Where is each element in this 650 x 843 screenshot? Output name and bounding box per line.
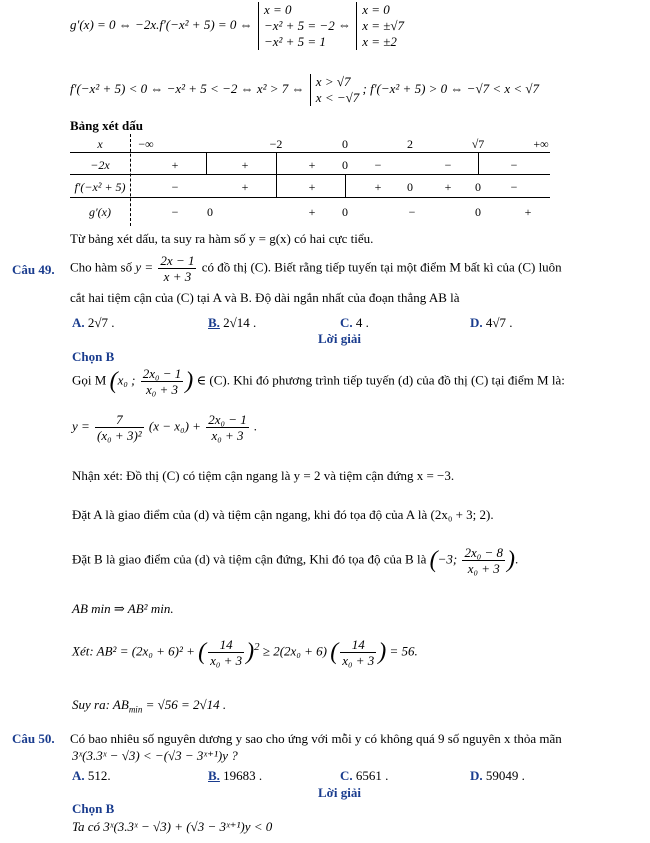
q50-solution-label: Lời giải — [318, 785, 361, 800]
f-prime-right: ; f′(−x² + 5) > 0 ⇔ −√7 < x < √7 — [362, 80, 540, 96]
row3-sign-4: + — [524, 205, 532, 219]
case1-row3: −x² + 5 = 1 — [263, 34, 326, 49]
q50-option-a[interactable] — [72, 768, 111, 784]
q49-option-a-value: 2√7 . — [87, 315, 115, 330]
q49-function-fraction — [158, 253, 196, 284]
q50-stem-line2: 3ˣ(3.3ˣ − √3) < −(√3 − 3ˣ⁺¹)y ? — [72, 748, 238, 763]
row3-sign-3: − — [408, 205, 416, 219]
header-x: x — [97, 137, 103, 151]
row2-sign-1: − — [171, 180, 179, 194]
row2-sign-3: + — [308, 180, 316, 194]
row1-zero: 0 — [342, 158, 348, 172]
header-neg-inf: −∞ — [138, 137, 154, 151]
q49-sol2-num1: 7 — [95, 412, 144, 428]
row2-sign-5: + — [444, 180, 452, 194]
table-vline-label — [130, 134, 131, 226]
q50-sol-line1: Ta có 3ˣ(3.3ˣ − √3) + (√3 − 3ˣ⁺¹)y < 0 — [72, 819, 273, 834]
header-sqrt7: √7 — [471, 137, 485, 151]
q49-option-c[interactable] — [340, 315, 369, 331]
row1-sign-5: − — [444, 158, 452, 172]
row3-zero-2: 0 — [342, 205, 348, 219]
q50-answer: Chọn B — [72, 801, 115, 816]
q49-sol1-den: x₀ + 3 — [145, 382, 178, 397]
q50-option-b-letter: B. — [208, 768, 220, 783]
case1-row2: −x² + 5 = −2 — [263, 18, 335, 33]
header-pos-inf: +∞ — [533, 137, 549, 151]
q49-sol1-pt: x₀ ; — [117, 372, 136, 388]
q49-sol-line6: AB min ⇒ AB² min. — [72, 601, 174, 616]
table-vline-b — [276, 152, 277, 197]
header-0: 0 — [342, 137, 348, 151]
table-title: Bảng xét dấu — [70, 118, 143, 133]
row1-sign-1: + — [171, 158, 179, 172]
q49-sol7-b: ≥ 2(2x₀ + 6) — [262, 643, 327, 659]
q49-sol5-num: 2x₀ − 8 — [464, 545, 504, 560]
q49-sol5-pt: −3; — [437, 551, 458, 567]
q49-sol7-den2: x₀ + 3 — [342, 653, 375, 668]
case2-row1: x = 0 — [362, 2, 390, 17]
table-conclusion: Từ bảng xét dấu, ta suy ra hàm số y = g(x) có hai cực tiểu. — [70, 231, 374, 246]
q49-sol-line2 — [72, 412, 257, 443]
row2-sign-4: + — [374, 180, 382, 194]
q49-option-b-letter: B. — [208, 315, 220, 330]
q49-option-a-letter: A. — [72, 315, 85, 330]
q49-sol1-b: ∈ (C). Khi đó phương trình tiếp tuyến (d) của đồ thị (C) tại điểm M là: — [196, 372, 565, 388]
q49-func-den: x + 3 — [163, 269, 192, 284]
q49-sol5-a: Đặt B là giao điểm của (d) và tiệm cận đứng, Khi đó tọa độ của B là — [72, 551, 427, 567]
q49-sol1-fraction — [141, 366, 184, 397]
q49-sol-line5: Đặt B là giao điểm của (d) và tiệm cận đứng, Khi đó tọa độ của B là (−3; $\frac{\text{2x₀ − 8}}{\text{x₀ + 3}}$ ). — [72, 545, 519, 576]
q49-text-a: Cho hàm số — [70, 259, 133, 275]
q50-option-a-letter: A. — [72, 768, 85, 783]
q49-sol7-a: Xét: AB² = (2x₀ + 6)² + — [72, 643, 195, 659]
row3-sign-1: − — [171, 205, 179, 219]
q49-answer: Chọn B — [72, 349, 115, 364]
equiv-symbol: ⇔ — [337, 16, 351, 32]
table-vline-d — [478, 152, 479, 174]
q49-sol2-a: y = — [72, 418, 90, 434]
q49-func-num: 2x − 1 — [160, 253, 195, 268]
q50-option-d[interactable] — [470, 768, 525, 784]
q49-sol-line4: Đặt A là giao điểm của (d) và tiệm cận ngang, khi đó tọa độ của A là (2x₀ + 3; 2). — [72, 507, 494, 522]
table-vline-c — [345, 174, 346, 197]
q49-option-d[interactable] — [470, 315, 513, 331]
q49-sol2-c: . — [254, 418, 258, 434]
q49-option-b-value: 2√14 . — [223, 315, 257, 330]
g-prime-left: g′(x) = 0 ⇔ −2x.f′(−x² + 5) = 0 ⇔ — [70, 16, 253, 32]
q49-option-c-value: 4 . — [355, 315, 369, 330]
case3-row1: x > √7 — [315, 74, 351, 89]
row3-zero-1: 0 — [207, 205, 213, 219]
q49-option-c-letter: C. — [340, 315, 353, 330]
case3-row2: x < −√7 — [315, 90, 360, 105]
q49-text-b: có đồ thị (C). Biết rằng tiếp tuyến tại một điểm M bất kì của (C) luôn — [201, 259, 562, 275]
f-prime-left: f′(−x² + 5) < 0 ⇔ −x² + 5 < −2 ⇔ x² > 7 ⇔ — [70, 80, 305, 96]
q49-number: Câu 49. — [12, 262, 55, 277]
q49-option-a[interactable] — [72, 315, 115, 331]
row2-zero-2: 0 — [475, 180, 481, 194]
q49-sol2-b: (x − x₀) + — [148, 418, 201, 434]
q49-stem-line1: Cho hàm số y = $\frac{2x - 1}{x + 3}$ có đồ thị (C). Biết rằng tiếp tuyến tại một điểm M bất kì của (C) luôn — [70, 253, 562, 284]
row1-sign-4: − — [374, 158, 382, 172]
row3-sign-2: + — [308, 205, 316, 219]
table-vline-a — [206, 152, 207, 174]
q49-sol-line7: Xét: AB² = (2x₀ + 6)² + ( $\frac{14}{\text{x₀ + 3}}$ )$^2$ ≥ 2(2x₀ + 6) ( $\frac{14}{\text{x₀ + 3}}$ ) = 56. — [72, 637, 418, 668]
q49-sol2-num2: 2x₀ − 1 — [208, 412, 247, 427]
header-neg2: −2 — [269, 137, 283, 151]
row-label-f-prime: f′(−x² + 5) — [74, 180, 126, 194]
q49-sol2-den1: (x₀ + 3)² — [97, 428, 142, 443]
q49-sol5-den: x₀ + 3 — [467, 561, 500, 576]
q50-option-a-value: 512. — [87, 768, 111, 783]
g-prime-equation — [70, 2, 404, 50]
q49-sol1-num: 2x₀ − 1 — [142, 366, 182, 381]
q49-option-b[interactable] — [208, 315, 256, 331]
f-prime-inequality — [70, 74, 539, 106]
q49-sol-line8 — [72, 697, 226, 715]
q49-sol2-fraction2 — [206, 412, 249, 443]
row-label-neg2x: −2x — [90, 158, 110, 172]
q50-stem-line1: Có bao nhiêu số nguyên dương y sao cho ứng với mỗi y có không quá 9 số nguyên x thỏa mãn — [70, 731, 562, 746]
row1-sign-6: − — [510, 158, 518, 172]
q49-sol7-den1: x₀ + 3 — [210, 653, 243, 668]
row-label-g-prime: g′(x) — [89, 205, 111, 219]
q50-option-b-value: 19683 . — [223, 768, 263, 783]
q49-sol8-sub: min — [128, 704, 143, 715]
q50-option-c-letter: C. — [340, 768, 353, 783]
q49-sol7-fraction1 — [208, 637, 244, 668]
row2-sign-2: + — [241, 180, 249, 194]
row2-sign-6: − — [510, 180, 518, 194]
case-brace-1 — [258, 2, 335, 50]
q49-sol-line3: Nhận xét: Đồ thị (C) có tiệm cận ngang là y = 2 và tiệm cận đứng x = −3. — [72, 468, 455, 483]
table-hline-3 — [70, 197, 550, 198]
q49-sol8-b: = √56 = 2√14 . — [145, 697, 227, 712]
q49-sol2-den2: x₀ + 3 — [211, 428, 244, 443]
q49-sol8-a: Suy ra: AB — [72, 697, 129, 712]
q50-option-d-letter: D. — [470, 768, 483, 783]
case1-row1: x = 0 — [263, 2, 292, 17]
q49-sol2-fraction1 — [95, 412, 144, 443]
header-2: 2 — [407, 137, 413, 151]
q49-sol7-num2: 14 — [340, 637, 376, 653]
row1-sign-3: + — [308, 158, 316, 172]
q50-option-d-value: 59049 . — [485, 768, 525, 783]
q50-option-c-value: 6561 . — [355, 768, 389, 783]
q49-sol5-fraction — [462, 545, 505, 576]
row1-sign-2: + — [241, 158, 249, 172]
case2-row2: x = ±√7 — [362, 18, 405, 33]
case-brace-2 — [356, 2, 404, 50]
q49-sol7-num1: 14 — [208, 637, 244, 653]
q49-sol7-c: = 56. — [389, 643, 418, 659]
q49-stem-line2: cắt hai tiệm cận của (C) tại A và B. Độ dài ngắn nhất của đoạn thẳng AB là — [70, 290, 460, 305]
row2-zero-1: 0 — [407, 180, 413, 194]
q49-option-d-value: 4√7 . — [485, 315, 513, 330]
q49-sol7-fraction2 — [340, 637, 376, 668]
q49-solution-label: Lời giải — [318, 331, 361, 346]
q50-option-b[interactable] — [208, 768, 262, 784]
case-brace-3 — [310, 74, 359, 106]
q49-option-d-letter: D. — [470, 315, 483, 330]
case2-row3: x = ±2 — [362, 34, 397, 49]
row3-zero-3: 0 — [475, 205, 481, 219]
q50-number: Câu 50. — [12, 731, 55, 746]
table-hline-2 — [70, 174, 550, 175]
q50-option-c[interactable] — [340, 768, 388, 784]
q49-sol1-a: Gọi M — [72, 372, 107, 388]
q49-sol-line1: Gọi M (x₀ ; $\frac{\text{2x₀ − 1}}{\text{x₀ + 3}}$ ) ∈ (C). Khi đó phương trình tiếp tuyến (d) của đồ thị (C) tại điểm M là: — [72, 366, 565, 397]
